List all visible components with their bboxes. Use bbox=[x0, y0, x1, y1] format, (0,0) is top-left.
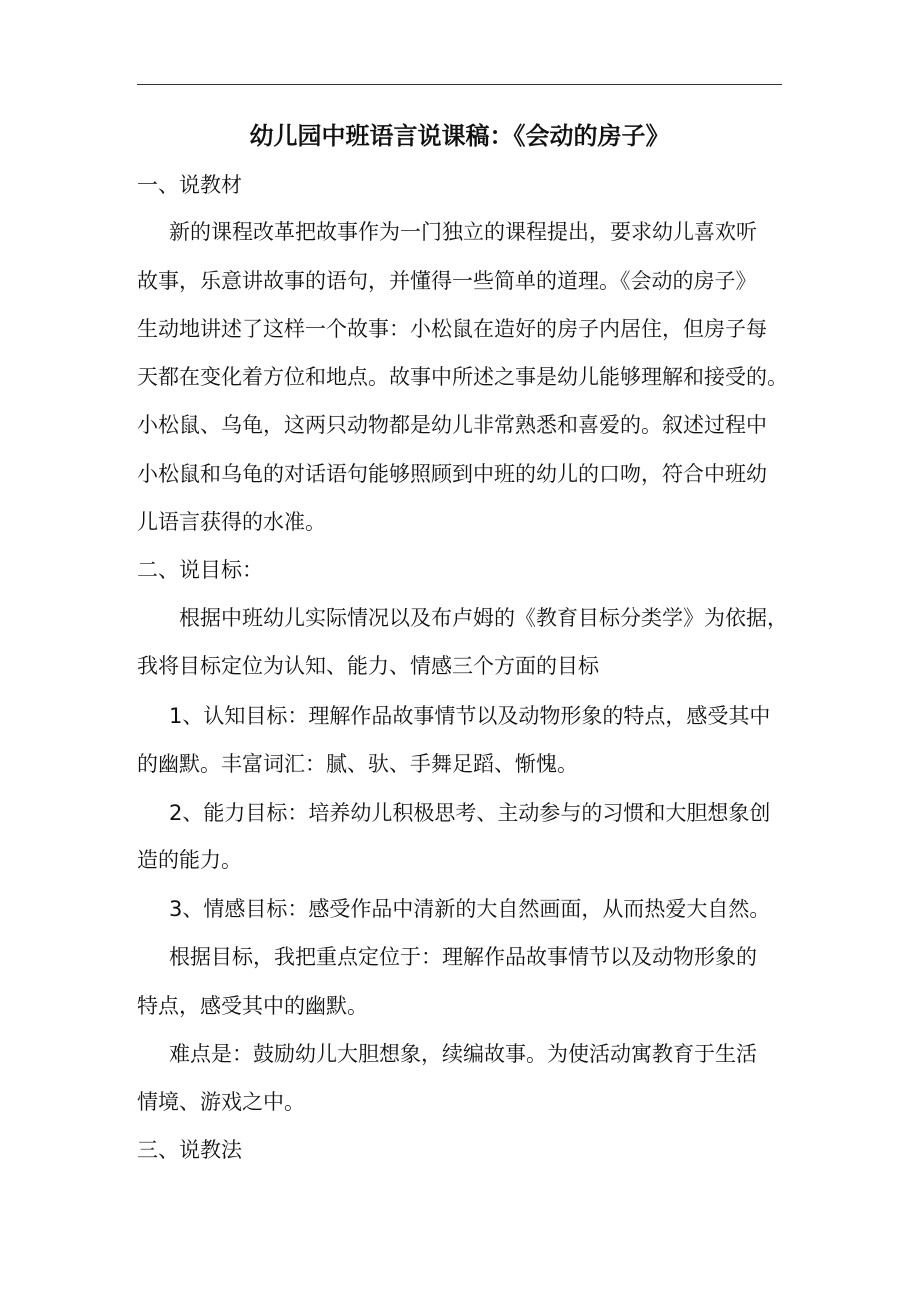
paragraph-line: 的幽默。丰富词汇：腻、驮、手舞足蹈、惭愧。 bbox=[137, 752, 578, 776]
paragraph-line: 新的课程改革把故事作为一门独立的课程提出，要求幼儿喜欢听 bbox=[169, 220, 757, 244]
paragraph-line: 天都在变化着方位和地点。故事中所述之事是幼儿能够理解和接受的。 bbox=[137, 365, 788, 389]
difficulty-paragraph: 难点是：鼓励幼儿大胆想象，续编故事。为使活动寓教育于生活 bbox=[169, 1042, 757, 1066]
paragraph-line: 儿语言获得的水准。 bbox=[137, 510, 326, 534]
paragraph-line: 生动地讲述了这样一个故事：小松鼠在造好的房子内居住，但房子每 bbox=[137, 317, 767, 341]
paragraph-line: 小松鼠、乌龟，这两只动物都是幼儿非常熟悉和喜爱的。叙述过程中 bbox=[137, 413, 767, 437]
objective-ability: 2、能力目标：培养幼儿积极思考、主动参与的习惯和大胆想象创 bbox=[169, 801, 771, 825]
paragraph-line: 小松鼠和乌龟的对话语句能够照顾到中班的幼儿的口吻，符合中班幼 bbox=[137, 462, 767, 486]
paragraph-line: 特点，感受其中的幽默。 bbox=[137, 994, 368, 1018]
paragraph-line: 我将目标定位为认知、能力、情感三个方面的目标 bbox=[137, 654, 599, 678]
key-point-paragraph: 根据目标，我把重点定位于：理解作品故事情节以及动物形象的 bbox=[169, 945, 757, 969]
paragraph-line: 造的能力。 bbox=[137, 848, 242, 872]
paragraph-line: 情境、游戏之中。 bbox=[137, 1090, 305, 1114]
page-title: 幼儿园中班语言说课稿：《会动的房子》 bbox=[249, 122, 670, 150]
header-rule bbox=[137, 84, 782, 85]
objective-emotion: 3、情感目标：感受作品中清新的大自然画面，从而热爱大自然。 bbox=[169, 897, 771, 921]
paragraph-line: 故事，乐意讲故事的语句，并懂得一些简单的道理。《会动的房子》 bbox=[137, 269, 757, 293]
section-heading-teaching-material: 一、说教材 bbox=[137, 173, 242, 197]
section-heading-teaching-methods: 三、说教法 bbox=[137, 1138, 242, 1162]
section-heading-objectives: 二、说目标： bbox=[137, 558, 263, 582]
paragraph-line: 根据中班幼儿实际情况以及布卢姆的《教育目标分类学》为依据， bbox=[179, 606, 788, 630]
objective-cognitive: 1、认知目标：理解作品故事情节以及动物形象的特点，感受其中 bbox=[169, 704, 771, 728]
